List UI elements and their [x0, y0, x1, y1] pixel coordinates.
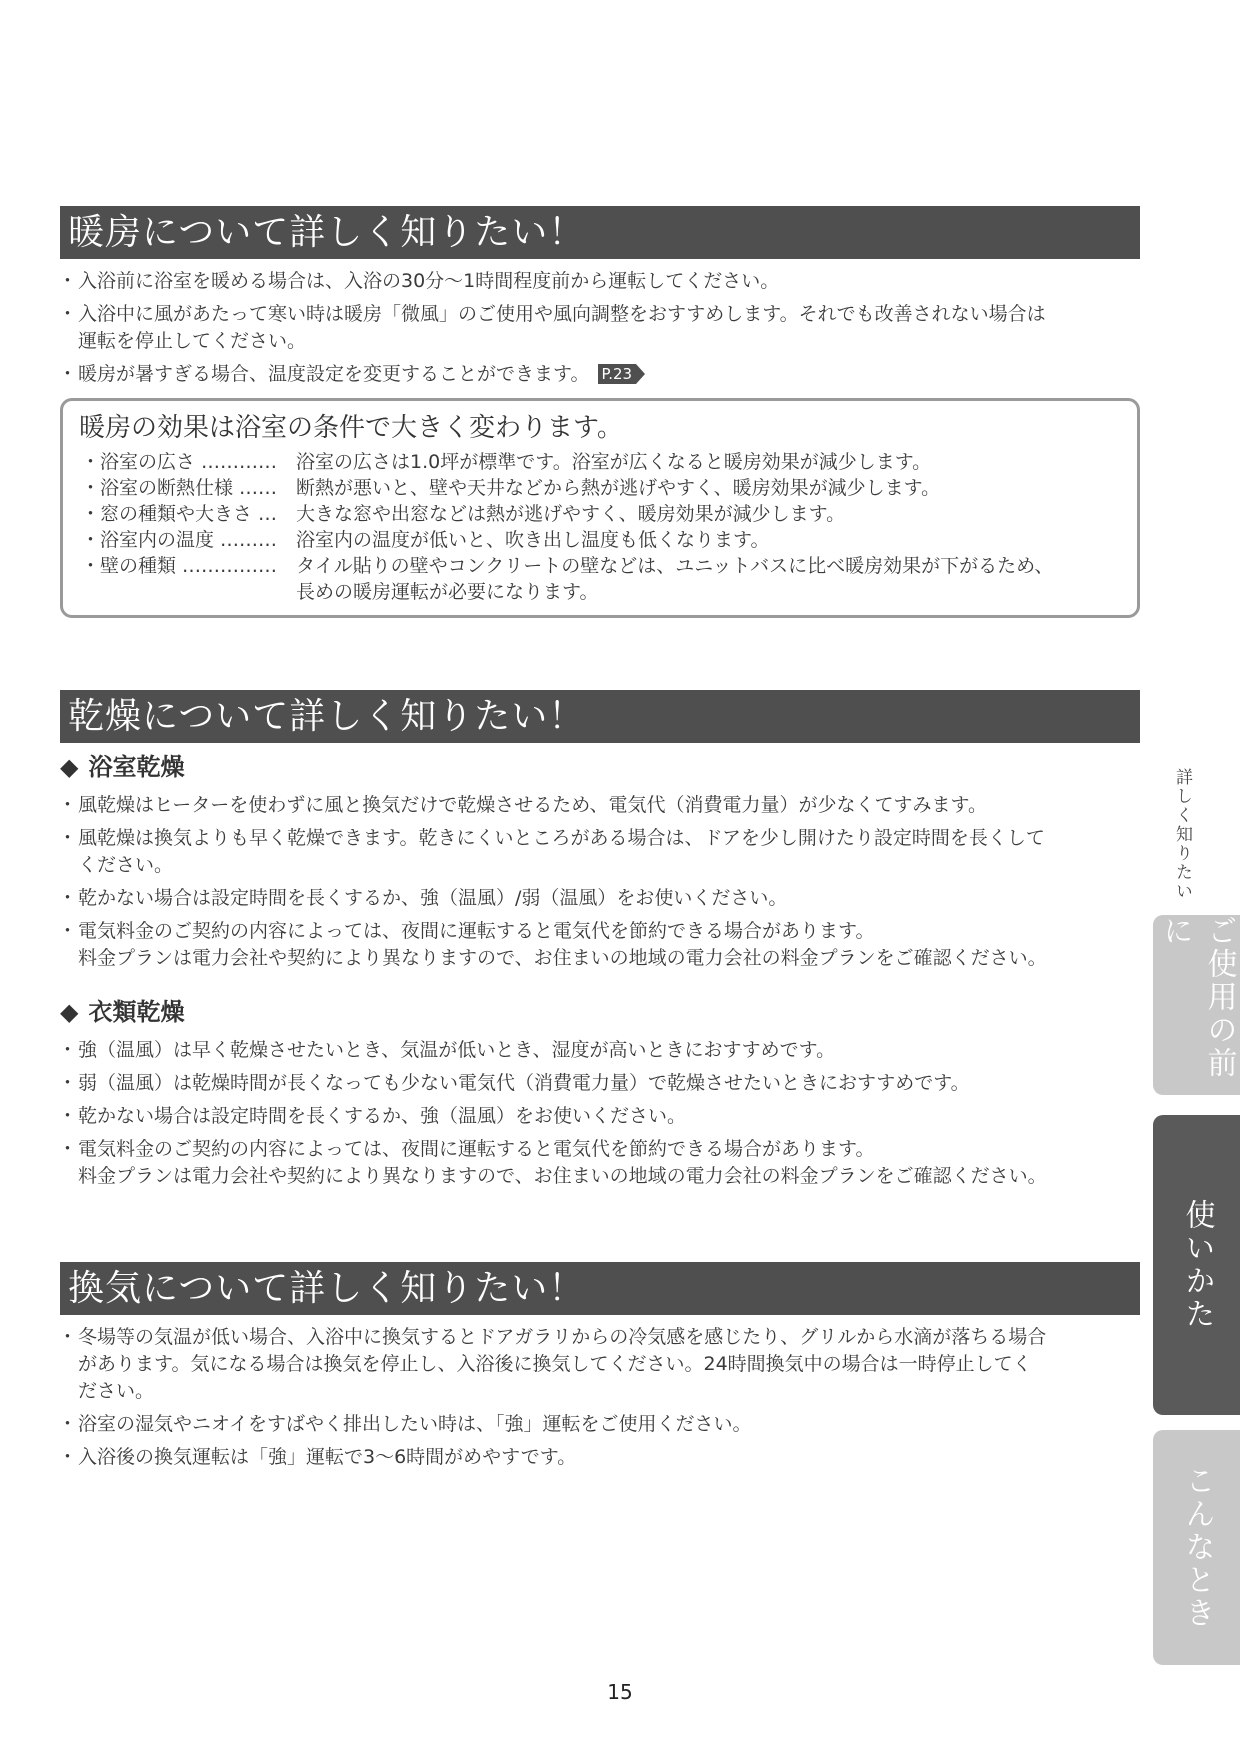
- list-item: ・ 電気料金のご契約の内容によっては、夜間に運転すると電気代を節約できる場合があります。 料金プランは電力会社や契約により異なりますので、お住まいの地域の電力会社の料金プランをご確認ください。: [60, 918, 1140, 972]
- condition-row: ・浴室の断熱仕様 …… 断熱が悪いと、壁や天井などから熱が逃げやすく、暖房効果が減少します。: [81, 477, 941, 499]
- list-item: ・ 電気料金のご契約の内容によっては、夜間に運転すると電気代を節約できる場合があります。 料金プランは電力会社や契約により異なりますので、お住まいの地域の電力会社の料金プランをご確認ください。: [60, 1136, 1140, 1190]
- tab-before-use[interactable]: ご使用の前に: [1153, 915, 1240, 1095]
- box-title: 暖房の効果は浴室の条件で大きく変わります。: [79, 413, 623, 443]
- list-item: ・ 強（温風）は早く乾燥させたいとき、気温が低いとき、湿度が高いときにおすすめです。: [60, 1037, 1140, 1064]
- tab-troubleshooting[interactable]: こんなとき: [1153, 1430, 1240, 1665]
- condition-row: ・浴室の広さ ………… 浴室の広さは1.0坪が標準です。浴室が広くなると暖房効果が減少します。: [81, 451, 932, 473]
- heating-section-title: 暖房について詳しく知りたい！: [60, 206, 1140, 259]
- heating-bullet-2: ・ 入浴中に風があたって寒い時は暖房「微風」のご使用や風向調整をおすすめします。それでも改善されない場合は 運転を停止してください。: [60, 301, 1140, 355]
- list-item: ・ 冬場等の気温が低い場合、入浴中に換気するとドアガラリからの冷気感を感じたり、グリルから水滴が落ちる場合 があります。気になる場合は換気を停止し、入浴後に換気してください。24時間換気中の場合は一時停止してく ださい。: [60, 1324, 1140, 1405]
- page-reference-link[interactable]: P.23: [598, 364, 637, 384]
- clothes-drying-list: [60, 1037, 1140, 1196]
- list-item: ・ 乾かない場合は設定時間を長くするか、強（温風）をお使いください。: [60, 1103, 1140, 1130]
- condition-row: ・窓の種類や大きさ … 大きな窓や出窓などは熱が逃げやすく、暖房効果が減少します。: [81, 503, 846, 525]
- condition-row: ・壁の種類 …………… タイル貼りの壁やコンクリートの壁などは、ユニットバスに比べ暖房効果が下がるため、: [81, 555, 1054, 577]
- condition-row: 長めの暖房運転が必要になります。: [296, 581, 599, 603]
- bathroom-drying-heading: ◆ 浴室乾燥: [60, 753, 185, 781]
- heating-bullet-3: ・ 暖房が暑すぎる場合、温度設定を変更することができます。 P.23: [60, 361, 1140, 388]
- condition-row: ・浴室内の温度 ……… 浴室内の温度が低いと、吹き出し温度も低くなります。: [81, 529, 770, 551]
- bathroom-drying-list: [60, 792, 1140, 978]
- list-item: ・ 弱（温風）は乾燥時間が長くなっても少ない電気代（消費電力量）で乾燥させたいときにおすすめです。: [60, 1070, 1140, 1097]
- diamond-icon: ◆: [60, 998, 79, 1026]
- heating-conditions-box: [60, 398, 1140, 618]
- list-item: ・ 乾かない場合は設定時間を長くするか、強（温風）/弱（温風）をお使いください。: [60, 885, 1140, 912]
- page-number: 15: [607, 1680, 633, 1704]
- list-item: ・ 入浴後の換気運転は「強」運転で3〜6時間がめやすです。: [60, 1444, 1140, 1471]
- list-item: ・ 風乾燥は換気よりも早く乾燥できます。乾きにくいところがある場合は、ドアを少し開けたり設定時間を長くして ください。: [60, 825, 1140, 879]
- ventilation-section-title: 換気について詳しく知りたい！: [60, 1262, 1140, 1315]
- clothes-drying-heading: ◆ 衣類乾燥: [60, 998, 185, 1026]
- list-item: ・ 浴室の湿気やニオイをすばやく排出したい時は、「強」運転をご使用ください。: [60, 1411, 1140, 1438]
- diamond-icon: ◆: [60, 753, 79, 781]
- heating-bullet-1: ・ 入浴前に浴室を暖める場合は、入浴の30分〜1時間程度前から運転してください。: [60, 268, 1140, 295]
- ventilation-bullet-list: [60, 1324, 1140, 1477]
- list-item: ・ 風乾燥はヒーターを使わずに風と換気だけで乾燥させるため、電気代（消費電力量）が少なくてすみます。: [60, 792, 1140, 819]
- heating-bullet-list: [60, 268, 1140, 394]
- tab-how-to-use[interactable]: 使いかた: [1153, 1115, 1240, 1415]
- drying-section-title: 乾燥について詳しく知りたい！: [60, 690, 1140, 743]
- side-current-topic-label: 詳しく知りたい: [1172, 768, 1192, 901]
